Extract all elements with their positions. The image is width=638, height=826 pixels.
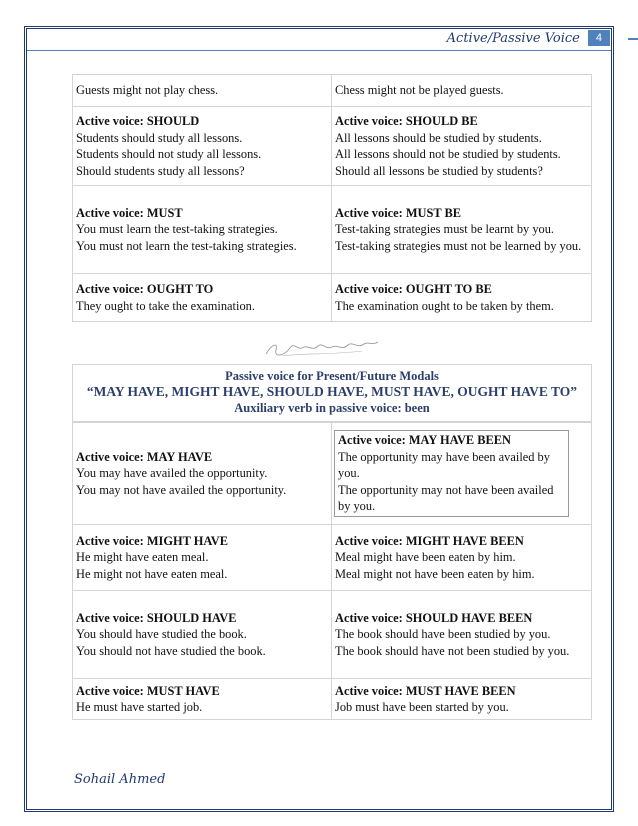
cell-text: He might have eaten meal. [76,550,209,565]
table-cell-passive [332,423,592,525]
cell-text: The opportunity may have been availed by you. [338,449,550,481]
cell-text: Job must have been started by you. [335,700,509,714]
table-row [73,107,592,186]
cell-text: Students should not study all lessons. [76,147,262,161]
section-title-line3: Auxiliary verb in passive voice: been [234,401,430,415]
table-cell-active [73,679,332,720]
cell-text: You must not learn the test-taking strategies. [76,238,297,253]
cell-heading: Active voice: OUGHT TO [76,282,214,296]
cell-heading: Active voice: OUGHT TO BE [335,282,492,296]
header-tab-mark [628,38,638,40]
cell-text: Meal might not have been eaten by him. [335,566,535,581]
cell-heading: Active voice: MUST BE [335,205,462,220]
cell-text: They ought to take the examination. [76,298,255,313]
table-cell-active [73,107,332,186]
page-number: 4 [588,30,610,46]
signature-watermark [262,336,382,360]
section-title [72,364,592,422]
cell-text: All lessons should not be studied by students. [335,147,561,161]
cell-text: The examination ought to be taken by them. [335,298,554,313]
modals-table-present [72,74,592,322]
cell-text: You may have availed the opportunity. [76,466,268,481]
cell-heading: Active voice: SHOULD HAVE BEEN [335,610,533,625]
highlight-box [334,430,569,517]
table-cell-passive [332,679,592,720]
cell-heading: Active voice: SHOULD [76,114,200,128]
cell-text: You may not have availed the opportunity. [76,482,287,497]
footer-author: Sohail Ahmed [74,772,166,787]
cell-text: The book should have been studied by you. [335,627,551,642]
cell-heading: Active voice: MIGHT HAVE BEEN [335,533,524,548]
header-title: Active/Passive Voice [446,30,580,46]
cell-text: The book should have not been studied by you. [335,643,570,658]
table-cell-active [73,525,332,591]
section-title-line1: Passive voice for Present/Future Modals [225,369,439,383]
cell-text: You must learn the test-taking strategies. [76,222,278,237]
table-row [73,591,592,679]
cell-text: You should not have studied the book. [76,643,266,658]
cell-text: Chess might not be played guests. [335,83,504,98]
cell-text: All lessons should be studied by students. [335,130,542,145]
table-cell-active [73,75,332,107]
table-cell-passive [332,75,592,107]
cell-heading: Active voice: SHOULD BE [335,114,478,128]
header-rule [27,50,611,51]
table-row [73,423,592,525]
cell-heading: Active voice: MAY HAVE BEEN [338,433,511,448]
cell-text: The opportunity may not have been availed by you. [338,482,554,514]
table-cell-active [73,423,332,525]
cell-heading: Active voice: MUST [76,205,183,220]
cell-heading: Active voice: MUST HAVE BEEN [335,683,516,698]
table-cell-passive [332,107,592,186]
cell-text: Test-taking strategies must not be learned by you. [335,238,582,253]
table-cell-active [73,591,332,679]
page-header [447,28,610,48]
cell-text: Guests might not play chess. [76,83,219,98]
cell-text: He must have started job. [76,700,203,714]
cell-text: He might not have eaten meal. [76,566,228,581]
cell-heading: Active voice: MUST HAVE [76,683,220,698]
cell-text: Meal might have been eaten by him. [335,550,516,565]
table-cell-active [73,274,332,322]
table-cell-passive [332,186,592,274]
cell-text: Students should study all lessons. [76,130,243,145]
cell-text: Should all lessons be studied by students? [335,163,543,178]
cell-heading: Active voice: SHOULD HAVE [76,610,237,625]
table-row [73,75,592,107]
table-cell-passive [332,274,592,322]
cell-text: Should students study all lessons? [76,163,245,178]
section-title-line2: “MAY HAVE, MIGHT HAVE, SHOULD HAVE, MUST HAVE, OUGHT HAVE TO” [86,384,578,399]
table-cell-passive [332,525,592,591]
table-row [73,679,592,720]
table-row [73,186,592,274]
cell-text: You should have studied the book. [76,627,247,642]
cell-heading: Active voice: MIGHT HAVE [76,533,228,548]
cell-text: Test-taking strategies must be learnt by you. [335,222,555,237]
table-cell-active [73,186,332,274]
cell-heading: Active voice: MAY HAVE [76,449,213,464]
table-row [73,274,592,322]
table-row [73,525,592,591]
modals-table-perfect [72,422,592,720]
table-cell-passive [332,591,592,679]
